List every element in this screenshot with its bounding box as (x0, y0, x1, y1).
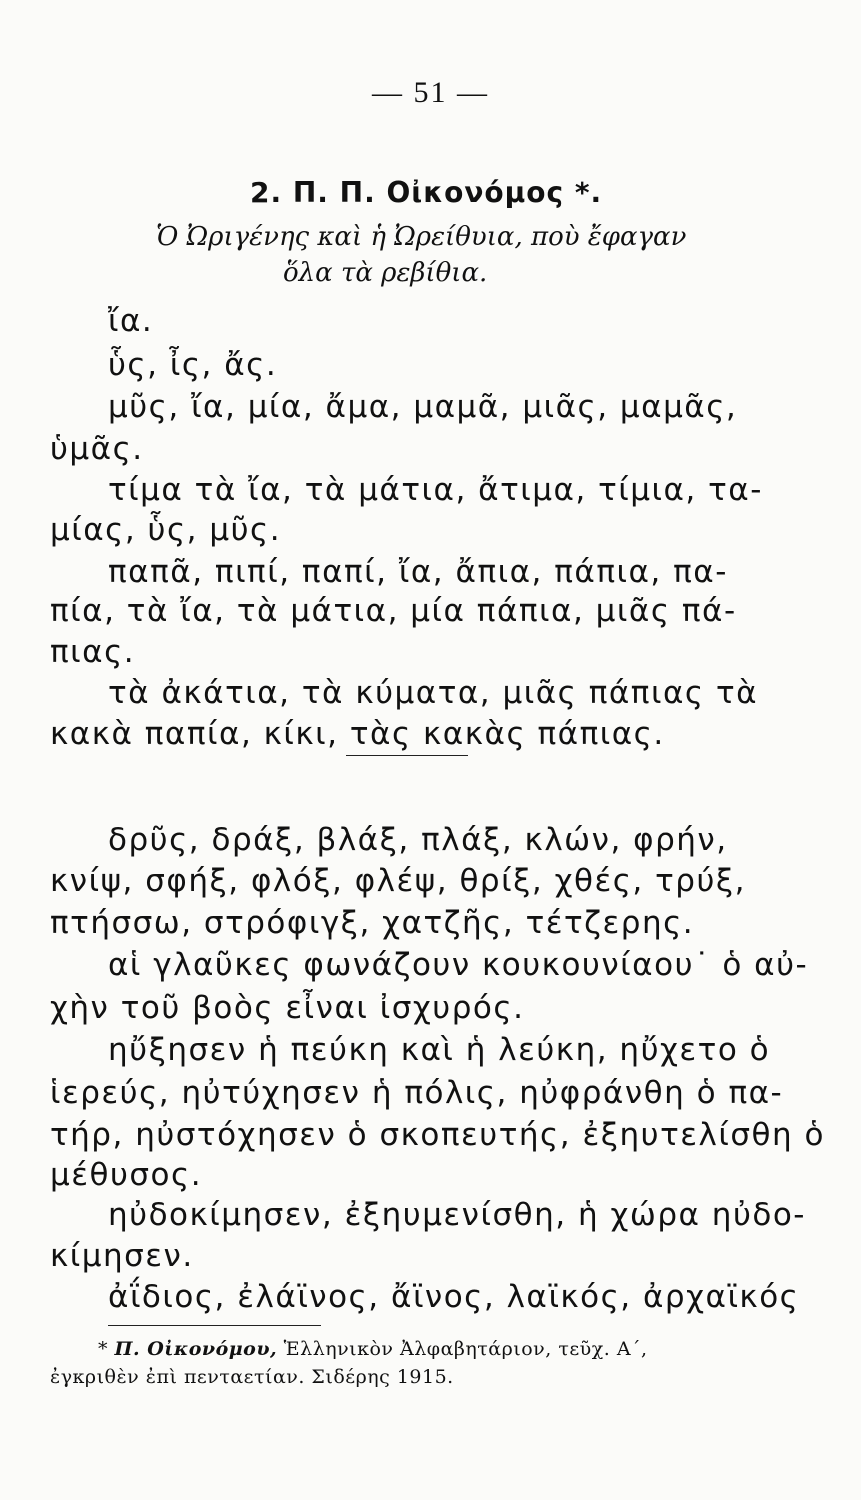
footnote-rule (108, 1325, 321, 1326)
reading-line: κίμησεν. (50, 1238, 194, 1274)
reading-line: ὗς, ἶς, ἄς. (108, 347, 278, 383)
section-divider (346, 755, 468, 756)
reading-line: μίας, ὗς, μῦς. (50, 512, 282, 548)
footnote-line-1 (98, 1338, 648, 1360)
footnote-author: Π. Οἰκονόμου, (114, 1338, 278, 1360)
subtitle-line-2: ὅλα τὰ ρεβίθια. (283, 258, 488, 288)
footnote-marker: * (98, 1338, 115, 1360)
reading-line: ὑμᾶς. (50, 431, 144, 467)
reading-line: ηὔξησεν ἡ πεύκη καὶ ἡ λεύκη, ηὔχετο ὁ (108, 1032, 771, 1068)
reading-line: κακὰ παπία, κίκι, τὰς κακὰς πάπιας. (50, 716, 665, 752)
reading-line: πτήσσω, στρόφιγξ, χατζῆς, τέτζερης. (50, 905, 695, 941)
subtitle-line-1: Ὁ Ὠριγένης καὶ ἡ Ὠρείθυια, ποὺ ἔφαγαν (156, 222, 687, 252)
reading-line: ἴα. (108, 303, 154, 339)
reading-line: κνίψ, σφήξ, φλόξ, φλέψ, θρίξ, χθές, τρύξ, (50, 863, 747, 899)
reading-line: μέθυσος. (50, 1157, 203, 1193)
footnote-text: Ἑλληνικὸν Ἀλφαβητάριον, τεῦχ. Α΄, (277, 1338, 648, 1360)
reading-line: ηὐδοκίμησεν, ἐξηυμενίσθη, ἡ χώρα ηὐδο- (108, 1197, 806, 1233)
reading-line: αἱ γλαῦκες φωνάζουν κουκουνίαου˙ ὁ αὐ- (108, 947, 809, 983)
reading-line: δρῦς, δράξ, βλάξ, πλάξ, κλών, φρήν, (108, 822, 728, 858)
reading-line: ἱερεύς, ηὐτύχησεν ἡ πόλις, ηὐφράνθη ὁ πα- (50, 1075, 784, 1111)
section-heading: 2. Π. Π. Οἰκονόμος *. (250, 176, 603, 209)
page-number: — 51 — (372, 76, 489, 109)
reading-line: παπᾶ, πιπί, παπί, ἴα, ἄπια, πάπια, πα- (108, 554, 728, 590)
reading-line: τήρ, ηὐστόχησεν ὁ σκοπευτής, ἐξηυτελίσθη ὁ (50, 1117, 825, 1153)
reading-line: τὰ ἀκάτια, τὰ κύματα, μιᾶς πάπιας τὰ (108, 675, 759, 711)
reading-line: μῦς, ἴα, μία, ἄμα, μαμᾶ, μιᾶς, μαμᾶς, (108, 389, 738, 425)
reading-line: πιας. (50, 634, 136, 670)
reading-line: τίμα τὰ ἴα, τὰ μάτια, ἄτιμα, τίμια, τα- (108, 472, 763, 508)
reading-line: ἀΐδιος, ἐλάϊνος, ἄϊνος, λαϊκός, ἀρχαϊκός (108, 1279, 800, 1315)
reading-line: χὴν τοῦ βοὸς εἶναι ἰσχυρός. (50, 990, 525, 1026)
footnote-line-2: ἐγκριθὲν ἐπὶ πενταετίαν. Σιδέρης 1915. (50, 1366, 454, 1388)
reading-line: πία, τὰ ἴα, τὰ μάτια, μία πάπια, μιᾶς πά- (50, 593, 737, 629)
